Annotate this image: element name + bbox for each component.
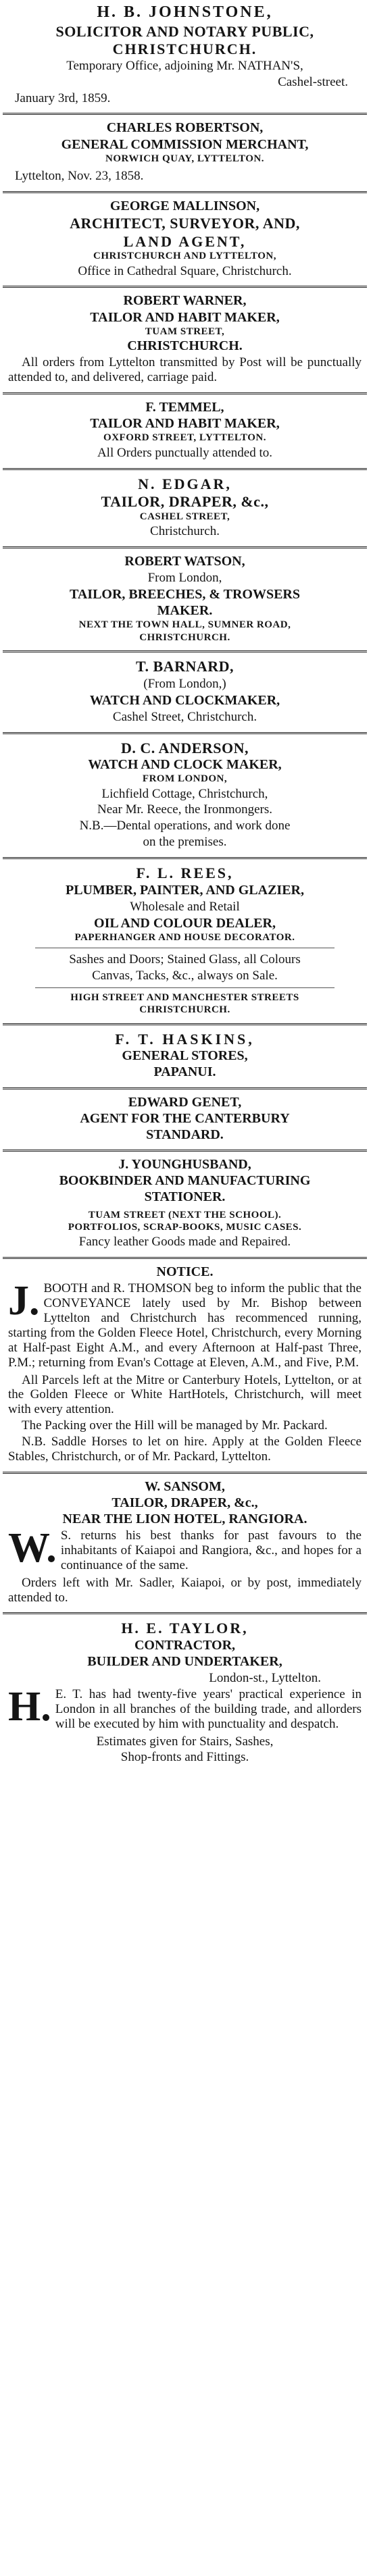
ad-haskins: [3, 1025, 367, 1089]
notice-paragraph: [8, 1278, 362, 1371]
ad-warner: [3, 288, 367, 394]
ad-robertson: [3, 115, 367, 193]
ad-mallinson: [3, 193, 367, 288]
ad-heading: F. T. HASKINS,: [115, 1030, 255, 1048]
ad-heading: F. L. REES,: [136, 865, 234, 882]
ad-edgar: [3, 470, 367, 548]
ad-text: Temporary Office, adjoining Mr. NATHAN'S,: [66, 58, 303, 73]
ad-heading: CHARLES ROBERTSON,: [106, 120, 264, 136]
ad-text: N.B. Saddle Horses to let on hire. Apply at the Golden Fleece Stables, Christchurch, or of Mr. Packard, Lyttelton.: [8, 1434, 362, 1464]
ad-heading: D. C. ANDERSON,: [120, 739, 249, 756]
divider: [35, 987, 335, 988]
ad-text: Sashes and Doors; Stained Glass, all Colours: [69, 952, 301, 967]
ad-text: All Orders punctually attended to.: [97, 445, 273, 460]
ad-date: January 3rd, 1859.: [15, 91, 111, 105]
ad-trade: TAILOR, DRAPER, &c.,: [112, 1495, 258, 1510]
ad-trade: TAILOR AND HABIT MAKER,: [90, 309, 280, 325]
ad-address: Cashel Street, Christchurch.: [112, 709, 257, 724]
ad-text: Fancy leather Goods made and Repaired.: [78, 1235, 291, 1250]
ad-trade: MAKER.: [157, 603, 213, 619]
ad-address: London-st., Lyttelton.: [209, 1671, 321, 1686]
ad-trade: SOLICITOR AND NOTARY PUBLIC,: [55, 22, 314, 40]
ad-sansom: [3, 1474, 367, 1615]
ad-text: on the premises.: [143, 835, 227, 850]
ad-text: All orders from Lyttelton transmitted by Post will be punctually attended to, and delivered, carriage paid.: [8, 355, 362, 385]
ad-taylor: [3, 1614, 367, 1772]
ad-trade: PAPERHANGER AND HOUSE DECORATOR.: [74, 931, 295, 943]
ad-town: CHRISTCHURCH.: [139, 1004, 230, 1016]
ad-trade: WATCH AND CLOCK MAKER,: [88, 757, 282, 773]
ad-trade: BUILDER AND UNDERTAKER,: [87, 1654, 282, 1670]
ad-trade: GENERAL COMMISSION MERCHANT,: [61, 136, 309, 152]
ad-text: BOOTH and R. THOMSON beg to inform the public that the CONVEYANCE lately used by Mr. Bishop between Lyttelton and Christchurch has recommenced running, starting from the Golden Fleece Hotel, Christchurch, every Morning at Half-past Eight A.M., and every Afternoon at Half-past Three, P.M.; returning from Evan's Cottage at Eleven, A.M., and Five, P.M.: [8, 1281, 362, 1370]
ad-heading: W. SANSOM,: [145, 1478, 225, 1494]
ad-rees: [3, 859, 367, 1025]
ad-trade: CONTRACTOR,: [134, 1637, 236, 1653]
ad-trade: LAND AGENT,: [123, 232, 247, 250]
ad-address: NEXT THE TOWN HALL, SUMNER ROAD,: [78, 619, 291, 631]
drop-initial: H.: [8, 1684, 51, 1730]
ad-heading: F. TEMMEL,: [145, 400, 224, 415]
ad-address: NEAR THE LION HOTEL, RANGIORA.: [62, 1511, 307, 1526]
ad-text: From London,: [147, 571, 222, 586]
ad-text: Estimates given for Stairs, Sashes,: [96, 1734, 274, 1749]
drop-initial: J.: [8, 1278, 40, 1324]
ad-text: (From London,): [143, 676, 226, 691]
ad-genet: [3, 1089, 367, 1152]
ad-heading: J. YOUNGHUSBAND,: [118, 1157, 251, 1173]
ad-younghusband: [3, 1152, 367, 1259]
ad-heading: H. E. TAYLOR,: [121, 1620, 249, 1637]
ad-town: CHRISTCHURCH.: [127, 338, 243, 354]
ad-trade: PLUMBER, PAINTER, AND GLAZIER,: [66, 882, 304, 898]
ad-text: PORTFOLIOS, SCRAP-BOOKS, MUSIC CASES.: [68, 1222, 302, 1233]
ad-heading: N. EDGAR,: [138, 475, 232, 492]
ad-trade: OIL AND COLOUR DEALER,: [94, 915, 276, 931]
ad-trade: BOOKBINDER AND MANUFACTURING: [59, 1173, 311, 1189]
ad-address: CHRISTCHURCH AND LYTTELTON,: [93, 251, 276, 262]
advertisement-column: [3, 0, 367, 1772]
ad-barnard: [3, 652, 367, 733]
ad-trade: AGENT FOR THE CANTERBURY: [80, 1110, 290, 1126]
ad-trade: STATIONER.: [144, 1189, 226, 1205]
notice-heading: NOTICE.: [156, 1264, 214, 1280]
ad-text: Near Mr. Reece, the Ironmongers.: [97, 802, 273, 817]
ad-text: E. T. has had twenty-five years' practical experience in London in all branches of the building trade, and allorders will be executed by him with punctuality and despatch.: [55, 1687, 362, 1731]
ad-trade: TAILOR, DRAPER, &c.,: [101, 493, 269, 511]
ad-text: N.B.—Dental operations, and work done: [79, 819, 291, 833]
ad-town: PAPANUI.: [153, 1064, 216, 1080]
ad-heading: ROBERT WATSON,: [124, 553, 245, 569]
ad-paragraph: [8, 1684, 362, 1733]
ad-trade: TAILOR, BREECHES, & TROWSERS: [69, 587, 300, 602]
ad-booth-thomson-notice: [3, 1259, 367, 1473]
ad-text: The Packing over the Hill will be managed by Mr. Packard.: [22, 1418, 328, 1433]
ad-address: CASHEL STREET,: [139, 511, 230, 522]
ad-address: OXFORD STREET, LYTTELTON.: [103, 432, 266, 444]
ad-heading: T. BARNARD,: [135, 658, 234, 675]
ad-address: Lichfield Cottage, Christchurch,: [101, 786, 268, 801]
ad-text: Canvas, Tacks, &c., always on Sale.: [92, 968, 278, 983]
ad-text: FROM LONDON,: [142, 773, 228, 785]
drop-initial: W.: [8, 1525, 57, 1572]
ad-text: Cashel-street.: [278, 74, 348, 89]
ad-text: Wholesale and Retail: [130, 899, 240, 914]
ad-address: TUAM STREET,: [145, 326, 225, 337]
ad-town: CHRISTCHURCH.: [112, 41, 257, 58]
ad-trade: ARCHITECT, SURVEYOR, AND,: [70, 215, 300, 232]
ad-text: Shop-fronts and Fittings.: [120, 1750, 249, 1765]
ad-johnstone: [3, 0, 367, 115]
ad-heading: EDWARD GENET,: [128, 1094, 242, 1110]
ad-trade: WATCH AND CLOCKMAKER,: [89, 692, 280, 708]
ad-town: CHRISTCHURCH.: [139, 632, 230, 643]
ad-address: HIGH STREET AND MANCHESTER STREETS: [70, 991, 299, 1003]
ad-temmel: [3, 394, 367, 470]
ad-heading: GEORGE MALLINSON,: [109, 199, 260, 213]
ad-date: Lyttelton, Nov. 23, 1858.: [15, 169, 144, 184]
ad-text: S. returns his best thanks for past favours to the inhabitants of Kaiapoi and Rangiora, &c., and hopes for a continuance of the same.: [60, 1528, 362, 1572]
ad-text: All Parcels left at the Mitre or Canterbury Hotels, Lyttelton, or at the Golden Fleece or White HartHotels, Christchurch, will meet with every attention.: [8, 1372, 362, 1417]
ad-town: Christchurch.: [150, 524, 220, 539]
ad-text: Orders left with Mr. Sadler, Kaiapoi, or by post, immediately attended to.: [8, 1575, 362, 1605]
ad-trade: TAILOR AND HABIT MAKER,: [90, 416, 280, 432]
ad-trade: GENERAL STORES,: [122, 1048, 248, 1064]
ad-heading: H. B. JOHNSTONE,: [97, 3, 273, 21]
ad-address: TUAM STREET (NEXT THE SCHOOL).: [88, 1209, 282, 1220]
ad-paragraph: [8, 1525, 362, 1574]
ad-address: NORWICH QUAY, LYTTELTON.: [105, 153, 264, 164]
ad-trade: STANDARD.: [146, 1127, 224, 1142]
ad-watson: [3, 548, 367, 652]
ad-heading: ROBERT WARNER,: [123, 293, 247, 309]
ad-anderson: [3, 734, 367, 859]
ad-text: Office in Cathedral Square, Christchurch.: [78, 263, 292, 278]
